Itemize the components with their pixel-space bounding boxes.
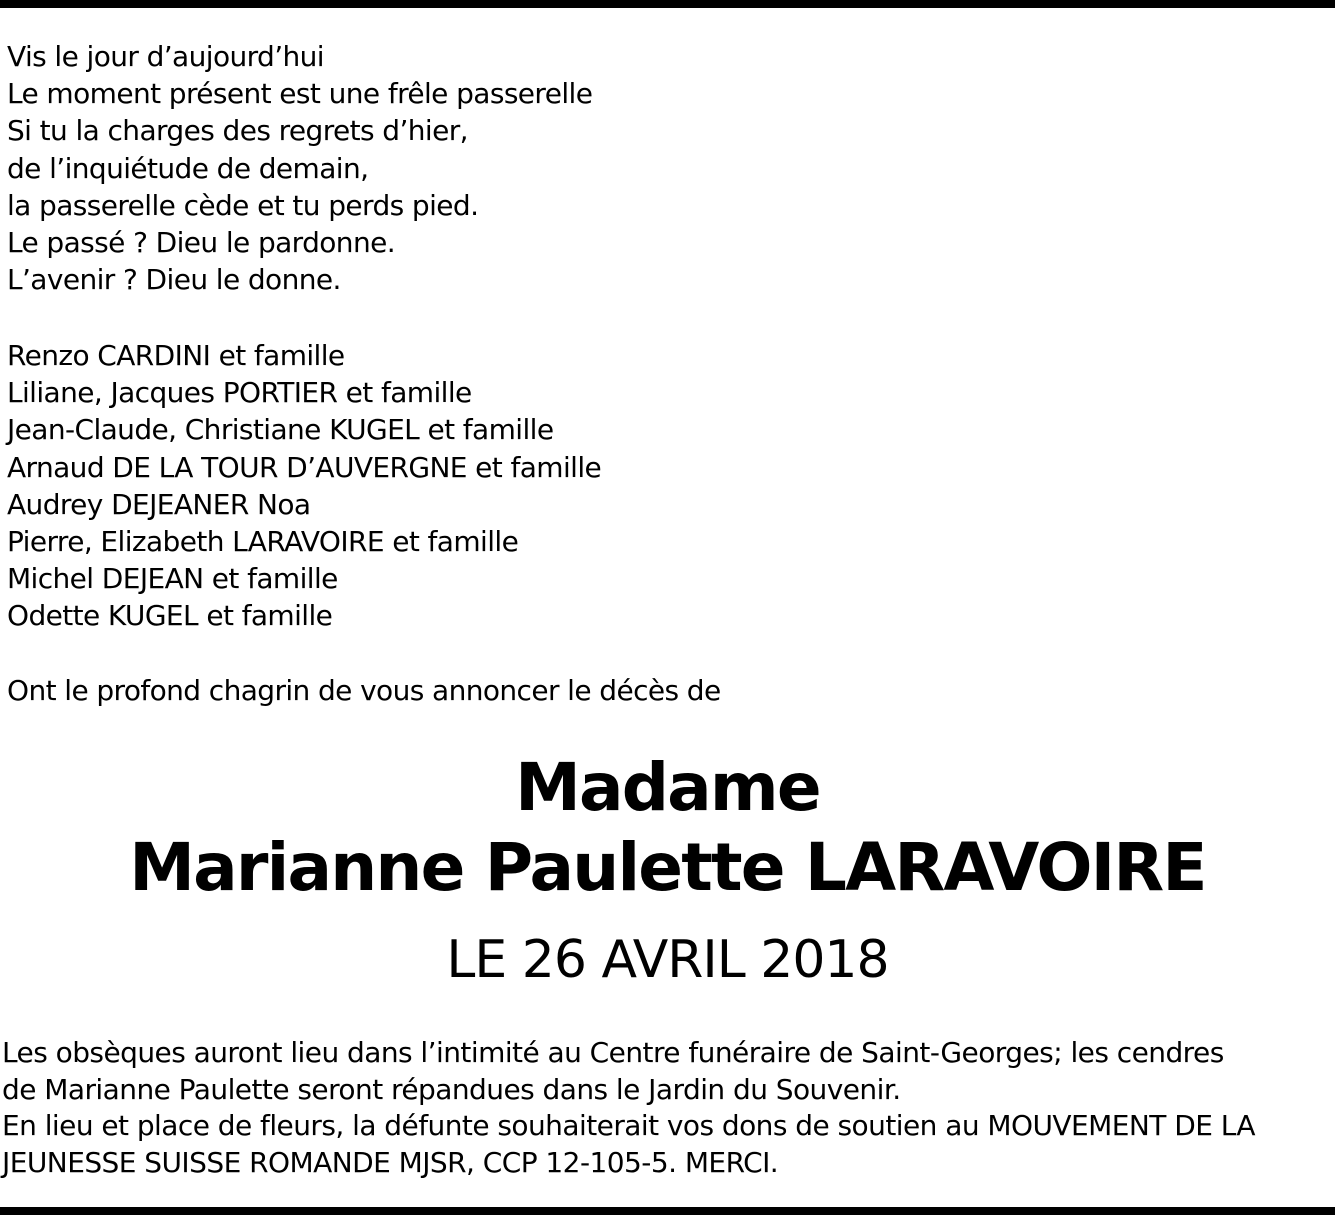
details-line: de Marianne Paulette seront répandues dans le Jardin du Souvenir. (2, 1072, 901, 1106)
deceased-name: Marianne Paulette LARAVOIRE (129, 829, 1206, 906)
family-member: Odette KUGEL et famille (7, 599, 333, 633)
family-list (7, 337, 601, 635)
details-line: Les obsèques auront lieu dans l’intimité au Centre funéraire de Saint-Georges; les cendres (2, 1036, 1224, 1069)
poem-line: de l’inquiétude de demain, (7, 151, 369, 185)
poem-line: Le passé ? Dieu le pardonne. (7, 226, 396, 260)
family-member: Renzo CARDINI et famille (7, 339, 345, 372)
poem-line: la passerelle cède et tu perds pied. (7, 188, 479, 222)
family-member: Audrey DEJEANER Noa (7, 487, 311, 521)
poem-block (7, 38, 592, 298)
family-member: Liliane, Jacques PORTIER et famille (7, 376, 472, 410)
poem-line: Si tu la charges des regrets d’hier, (7, 114, 468, 148)
deceased-title: Madame (515, 749, 820, 826)
top-border-rule (0, 0, 1335, 8)
family-member: Pierre, Elizabeth LARAVOIRE et famille (7, 525, 519, 559)
poem-line: Le moment présent est une frêle passerelle (7, 77, 593, 111)
death-date: LE 26 AVRIL 2018 (446, 930, 889, 990)
family-member: Michel DEJEAN et famille (7, 562, 338, 596)
bottom-border-rule (0, 1207, 1335, 1215)
funeral-details (2, 1035, 1255, 1181)
family-member: Arnaud DE LA TOUR D’AUVERGNE et famille (7, 450, 602, 484)
family-member: Jean-Claude, Christiane KUGEL et famille (7, 413, 554, 447)
poem-line: L’avenir ? Dieu le donne. (7, 263, 341, 297)
announcement-text: Ont le profond chagrin de vous annoncer le décès de (7, 674, 721, 707)
details-line: JEUNESSE SUISSE ROMANDE MJSR, CCP 12-105-5. MERCI. (2, 1145, 779, 1179)
announcement-block (7, 672, 721, 709)
details-line: En lieu et place de fleurs, la défunte souhaiterait vos dons de soutien au MOUVEMENT DE LA (2, 1109, 1256, 1142)
poem-line: Vis le jour d’aujourd’hui (7, 40, 324, 73)
